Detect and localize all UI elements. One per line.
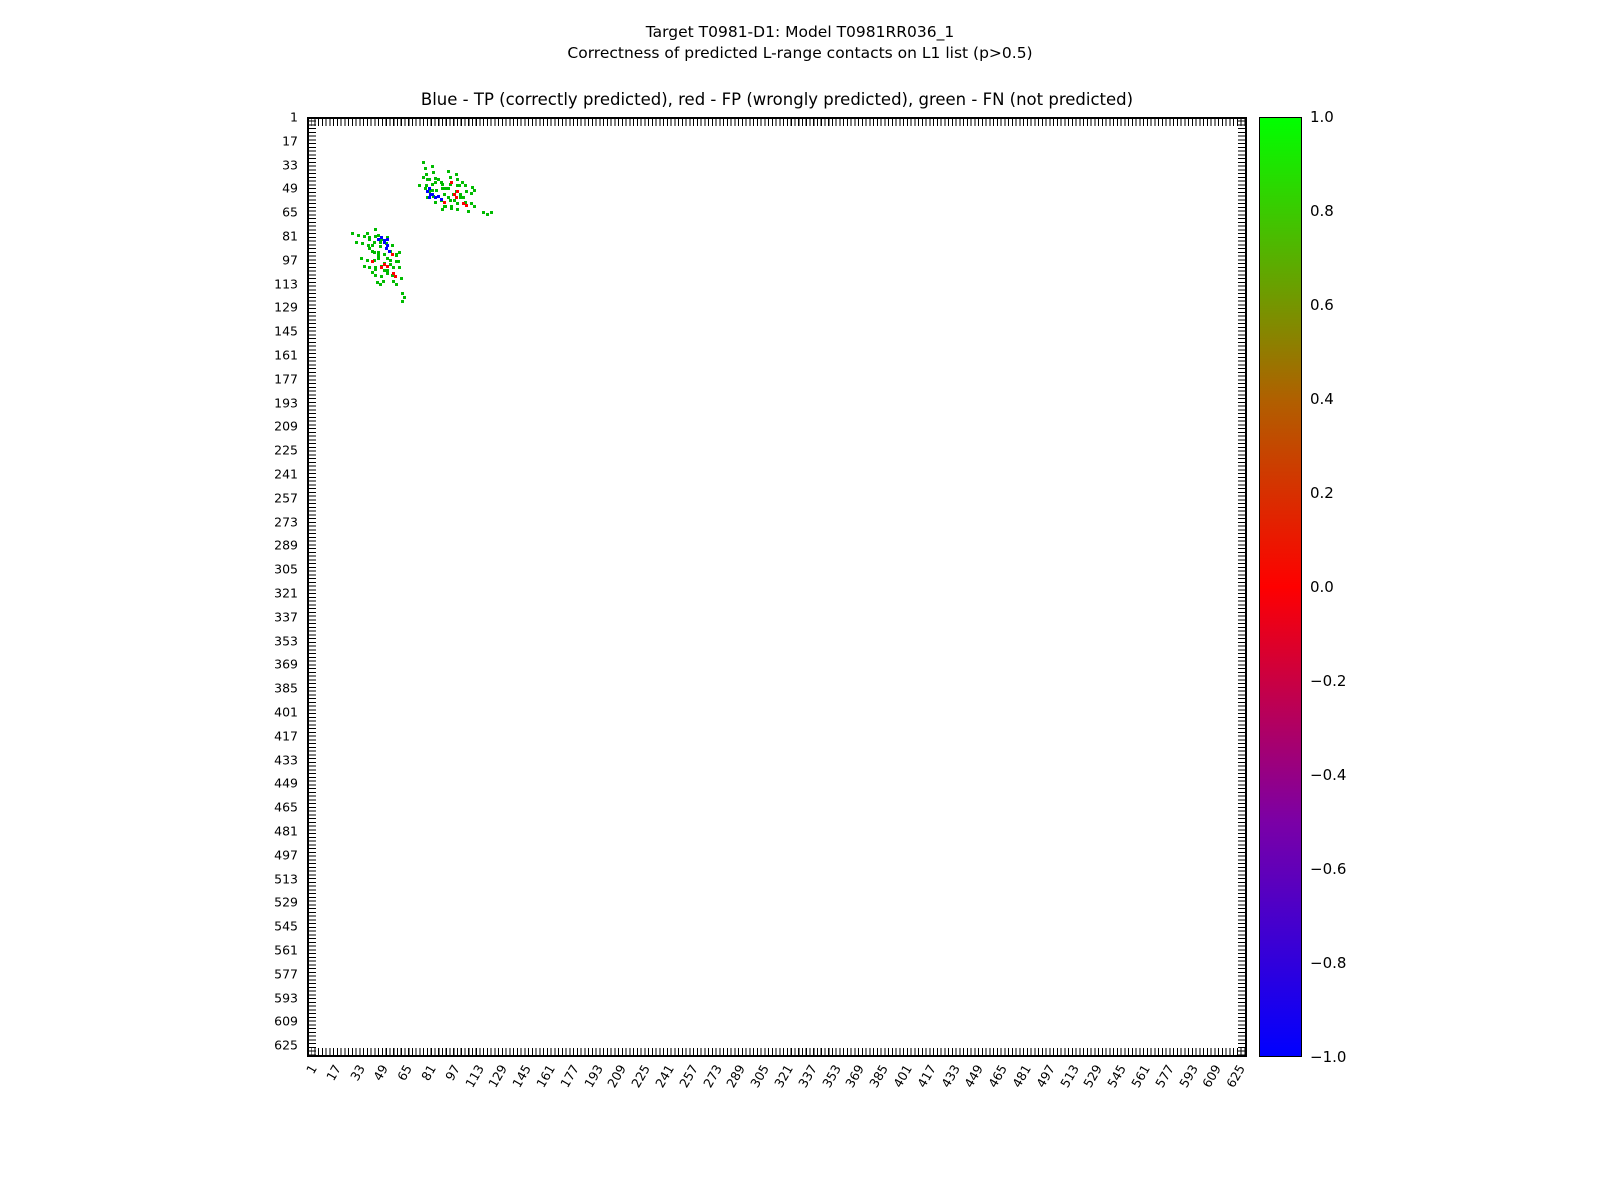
data-point	[450, 181, 453, 184]
x-tick-label: 433	[937, 1062, 963, 1091]
x-tick-label: 385	[866, 1062, 892, 1091]
data-point	[435, 189, 438, 192]
data-point	[447, 170, 450, 173]
data-point	[380, 275, 383, 278]
chart-title-block	[0, 22, 1600, 64]
y-tick-label: 529	[274, 894, 298, 910]
data-point	[401, 292, 404, 295]
y-tick-label: 81	[282, 228, 298, 244]
data-point	[434, 177, 437, 180]
y-tick-label: 17	[282, 133, 298, 149]
data-point	[386, 238, 389, 241]
x-tick-label: 81	[418, 1062, 439, 1084]
y-tick-label: 305	[274, 561, 298, 577]
y-tick-label: 209	[274, 418, 298, 434]
data-point	[386, 265, 389, 268]
y-tick-label: 273	[274, 514, 298, 530]
colorbar-tick-label: 0.6	[1310, 296, 1334, 314]
colorbar-tick-label: 0.0	[1310, 578, 1334, 596]
y-tick-label: 321	[274, 585, 298, 601]
data-point	[367, 244, 370, 247]
data-point	[470, 192, 473, 195]
data-point	[379, 245, 382, 248]
data-point	[391, 253, 394, 256]
colorbar-tick-label: −0.8	[1310, 954, 1347, 972]
data-point	[431, 183, 434, 186]
x-tick-label: 193	[580, 1062, 606, 1091]
x-tick-label: 401	[889, 1062, 915, 1091]
scatter-points-layer	[309, 119, 1245, 1055]
data-point	[357, 234, 360, 237]
y-tick-label: 497	[274, 847, 298, 863]
data-point	[392, 266, 395, 269]
colorbar-tick-label: 1.0	[1310, 108, 1334, 126]
x-tick-label: 113	[461, 1062, 487, 1091]
data-point	[440, 181, 443, 184]
y-tick-label: 177	[274, 371, 298, 387]
data-point	[374, 268, 377, 271]
y-tick-label: 289	[274, 537, 298, 553]
y-tick-label: 417	[274, 728, 298, 744]
y-tick-label: 625	[274, 1037, 298, 1053]
y-tick-label: 433	[274, 752, 298, 768]
x-tick-label: 609	[1199, 1062, 1225, 1091]
x-tick-label: 273	[699, 1062, 725, 1091]
x-tick-label: 593	[1175, 1062, 1201, 1091]
y-tick-label: 465	[274, 799, 298, 815]
x-tick-label: 129	[485, 1062, 511, 1091]
colorbar-tick-label: 0.2	[1310, 484, 1334, 502]
y-tick-label: 65	[282, 204, 298, 220]
data-point	[465, 204, 468, 207]
data-point	[486, 213, 489, 216]
y-tick-label: 449	[274, 775, 298, 791]
data-point	[443, 193, 446, 196]
y-tick-label: 369	[274, 656, 298, 672]
data-point	[473, 189, 476, 192]
data-point	[467, 210, 470, 213]
y-tick-label: 193	[274, 395, 298, 411]
data-point	[449, 176, 452, 179]
x-tick-label: 33	[346, 1062, 368, 1084]
x-tick-label: 49	[370, 1062, 392, 1084]
x-tick-label: 1	[303, 1062, 320, 1077]
data-point	[351, 232, 354, 235]
data-point	[371, 244, 374, 247]
data-point	[490, 211, 493, 214]
x-tick-label: 17	[322, 1062, 344, 1084]
colorbar-tick-label: −0.2	[1310, 672, 1347, 690]
data-point	[456, 178, 459, 181]
data-point	[432, 171, 435, 174]
data-point	[360, 257, 363, 260]
data-point	[473, 205, 476, 208]
x-tick-label: 465	[985, 1062, 1011, 1091]
y-tick-label: 161	[274, 347, 298, 363]
chart-title-line-2: Correctness of predicted L-range contacts on L1 list (p>0.5)	[567, 44, 1033, 62]
data-point	[456, 208, 459, 211]
data-point	[395, 260, 398, 263]
data-point	[458, 184, 461, 187]
data-point	[379, 241, 382, 244]
x-tick-label: 65	[394, 1062, 416, 1084]
y-tick-label: 513	[274, 871, 298, 887]
data-point	[418, 184, 421, 187]
data-point	[464, 184, 467, 187]
x-tick-label: 97	[441, 1062, 463, 1084]
data-point	[449, 199, 452, 202]
data-point	[368, 236, 371, 239]
x-tick-label: 241	[652, 1062, 677, 1091]
data-point	[482, 211, 485, 214]
data-point	[441, 187, 444, 190]
x-tick-label: 369	[842, 1062, 868, 1091]
x-tick-label: 289	[723, 1062, 749, 1091]
data-point	[389, 259, 392, 262]
y-tick-label: 241	[274, 466, 298, 482]
data-point	[456, 202, 459, 205]
y-tick-label: 129	[274, 299, 298, 315]
data-point	[450, 205, 453, 208]
x-tick-label: 161	[533, 1062, 558, 1091]
data-point	[400, 277, 403, 280]
x-tick-label: 145	[509, 1062, 535, 1091]
x-tick-label: 321	[771, 1062, 796, 1091]
data-point	[382, 280, 385, 283]
data-point	[379, 283, 382, 286]
y-tick-label: 225	[274, 442, 298, 458]
y-tick-label: 561	[274, 942, 298, 958]
data-point	[422, 176, 425, 179]
colorbar-tick-label: 0.4	[1310, 390, 1334, 408]
data-point	[398, 251, 401, 254]
y-tick-label: 353	[274, 633, 298, 649]
colorbar-tick-label: −0.4	[1310, 766, 1347, 784]
y-tick-label: 609	[274, 1013, 298, 1029]
data-point	[395, 283, 398, 286]
data-point	[380, 266, 383, 269]
x-tick-label: 353	[818, 1062, 844, 1091]
data-point	[462, 196, 465, 199]
data-point	[455, 173, 458, 176]
y-tick-label: 481	[274, 823, 298, 839]
colorbar-tick-label: 0.8	[1310, 202, 1334, 220]
data-point	[386, 272, 389, 275]
data-point	[363, 265, 366, 268]
data-point	[401, 300, 404, 303]
data-point	[394, 275, 397, 278]
y-tick-label: 97	[282, 252, 298, 268]
x-tick-label: 513	[1056, 1062, 1082, 1091]
data-point	[371, 260, 374, 263]
data-point	[443, 201, 446, 204]
data-point	[441, 208, 444, 211]
data-point	[428, 196, 431, 199]
y-tick-label: 545	[274, 918, 298, 934]
data-point	[434, 201, 437, 204]
data-point	[363, 235, 366, 238]
x-tick-label: 337	[794, 1062, 820, 1091]
data-point	[373, 241, 376, 244]
data-point	[403, 296, 406, 299]
data-point	[371, 250, 374, 253]
y-tick-label: 49	[282, 180, 298, 196]
data-point	[444, 205, 447, 208]
data-point	[424, 167, 427, 170]
y-tick-label: 337	[274, 609, 298, 625]
data-point	[431, 189, 434, 192]
x-tick-label: 497	[1032, 1062, 1058, 1091]
x-tick-label: 625	[1223, 1062, 1249, 1091]
x-tick-label: 305	[747, 1062, 773, 1091]
x-tick-label: 481	[1008, 1062, 1034, 1091]
x-tick-label: 225	[628, 1062, 654, 1091]
y-tick-label: 401	[274, 704, 298, 720]
x-tick-label: 177	[556, 1062, 582, 1091]
y-tick-label: 257	[274, 490, 298, 506]
y-tick-label: 113	[274, 276, 298, 292]
data-point	[361, 242, 364, 245]
chart-legend-subtitle: Blue - TP (correctly predicted), red - FP (wrongly predicted), green - FN (not predicted)	[420, 90, 1134, 109]
data-point	[368, 266, 371, 269]
x-tick-label: 417	[913, 1062, 939, 1091]
data-point	[377, 251, 380, 254]
y-tick-label: 1	[290, 109, 298, 125]
data-point	[366, 259, 369, 262]
data-point	[456, 190, 459, 193]
x-tick-label: 577	[1151, 1062, 1177, 1091]
y-tick-label: 593	[274, 990, 298, 1005]
data-point	[383, 253, 386, 256]
data-point	[355, 241, 358, 244]
data-point	[426, 178, 429, 181]
data-point	[431, 165, 434, 168]
colorbar-tick-label: −1.0	[1310, 1048, 1347, 1066]
x-tick-label: 545	[1104, 1062, 1130, 1091]
data-point	[366, 232, 369, 235]
x-tick-label: 561	[1127, 1062, 1153, 1091]
chart-title-line-1: Target T0981-D1: Model T0981RR036_1	[645, 23, 955, 41]
y-tick-label: 577	[274, 966, 298, 982]
data-point	[455, 196, 458, 199]
data-point	[434, 181, 437, 184]
data-point	[374, 228, 377, 231]
y-tick-label: 385	[274, 680, 298, 696]
data-point	[398, 266, 401, 269]
data-point	[374, 274, 377, 277]
data-point	[422, 161, 425, 164]
x-tick-label: 449	[961, 1062, 987, 1091]
x-tick-label: 209	[604, 1062, 630, 1091]
x-tick-label: 257	[675, 1062, 701, 1091]
contact-map-plot	[307, 117, 1247, 1057]
y-tick-label: 145	[274, 323, 298, 339]
data-point	[465, 190, 468, 193]
data-point	[447, 187, 450, 190]
data-point	[395, 254, 398, 257]
x-tick-label: 529	[1080, 1062, 1106, 1091]
data-point	[391, 244, 394, 247]
data-point	[425, 173, 428, 176]
y-tick-label: 33	[282, 157, 298, 173]
colorbar-tick-label: −0.6	[1310, 860, 1347, 878]
colorbar	[1259, 117, 1302, 1057]
data-point	[377, 257, 380, 260]
